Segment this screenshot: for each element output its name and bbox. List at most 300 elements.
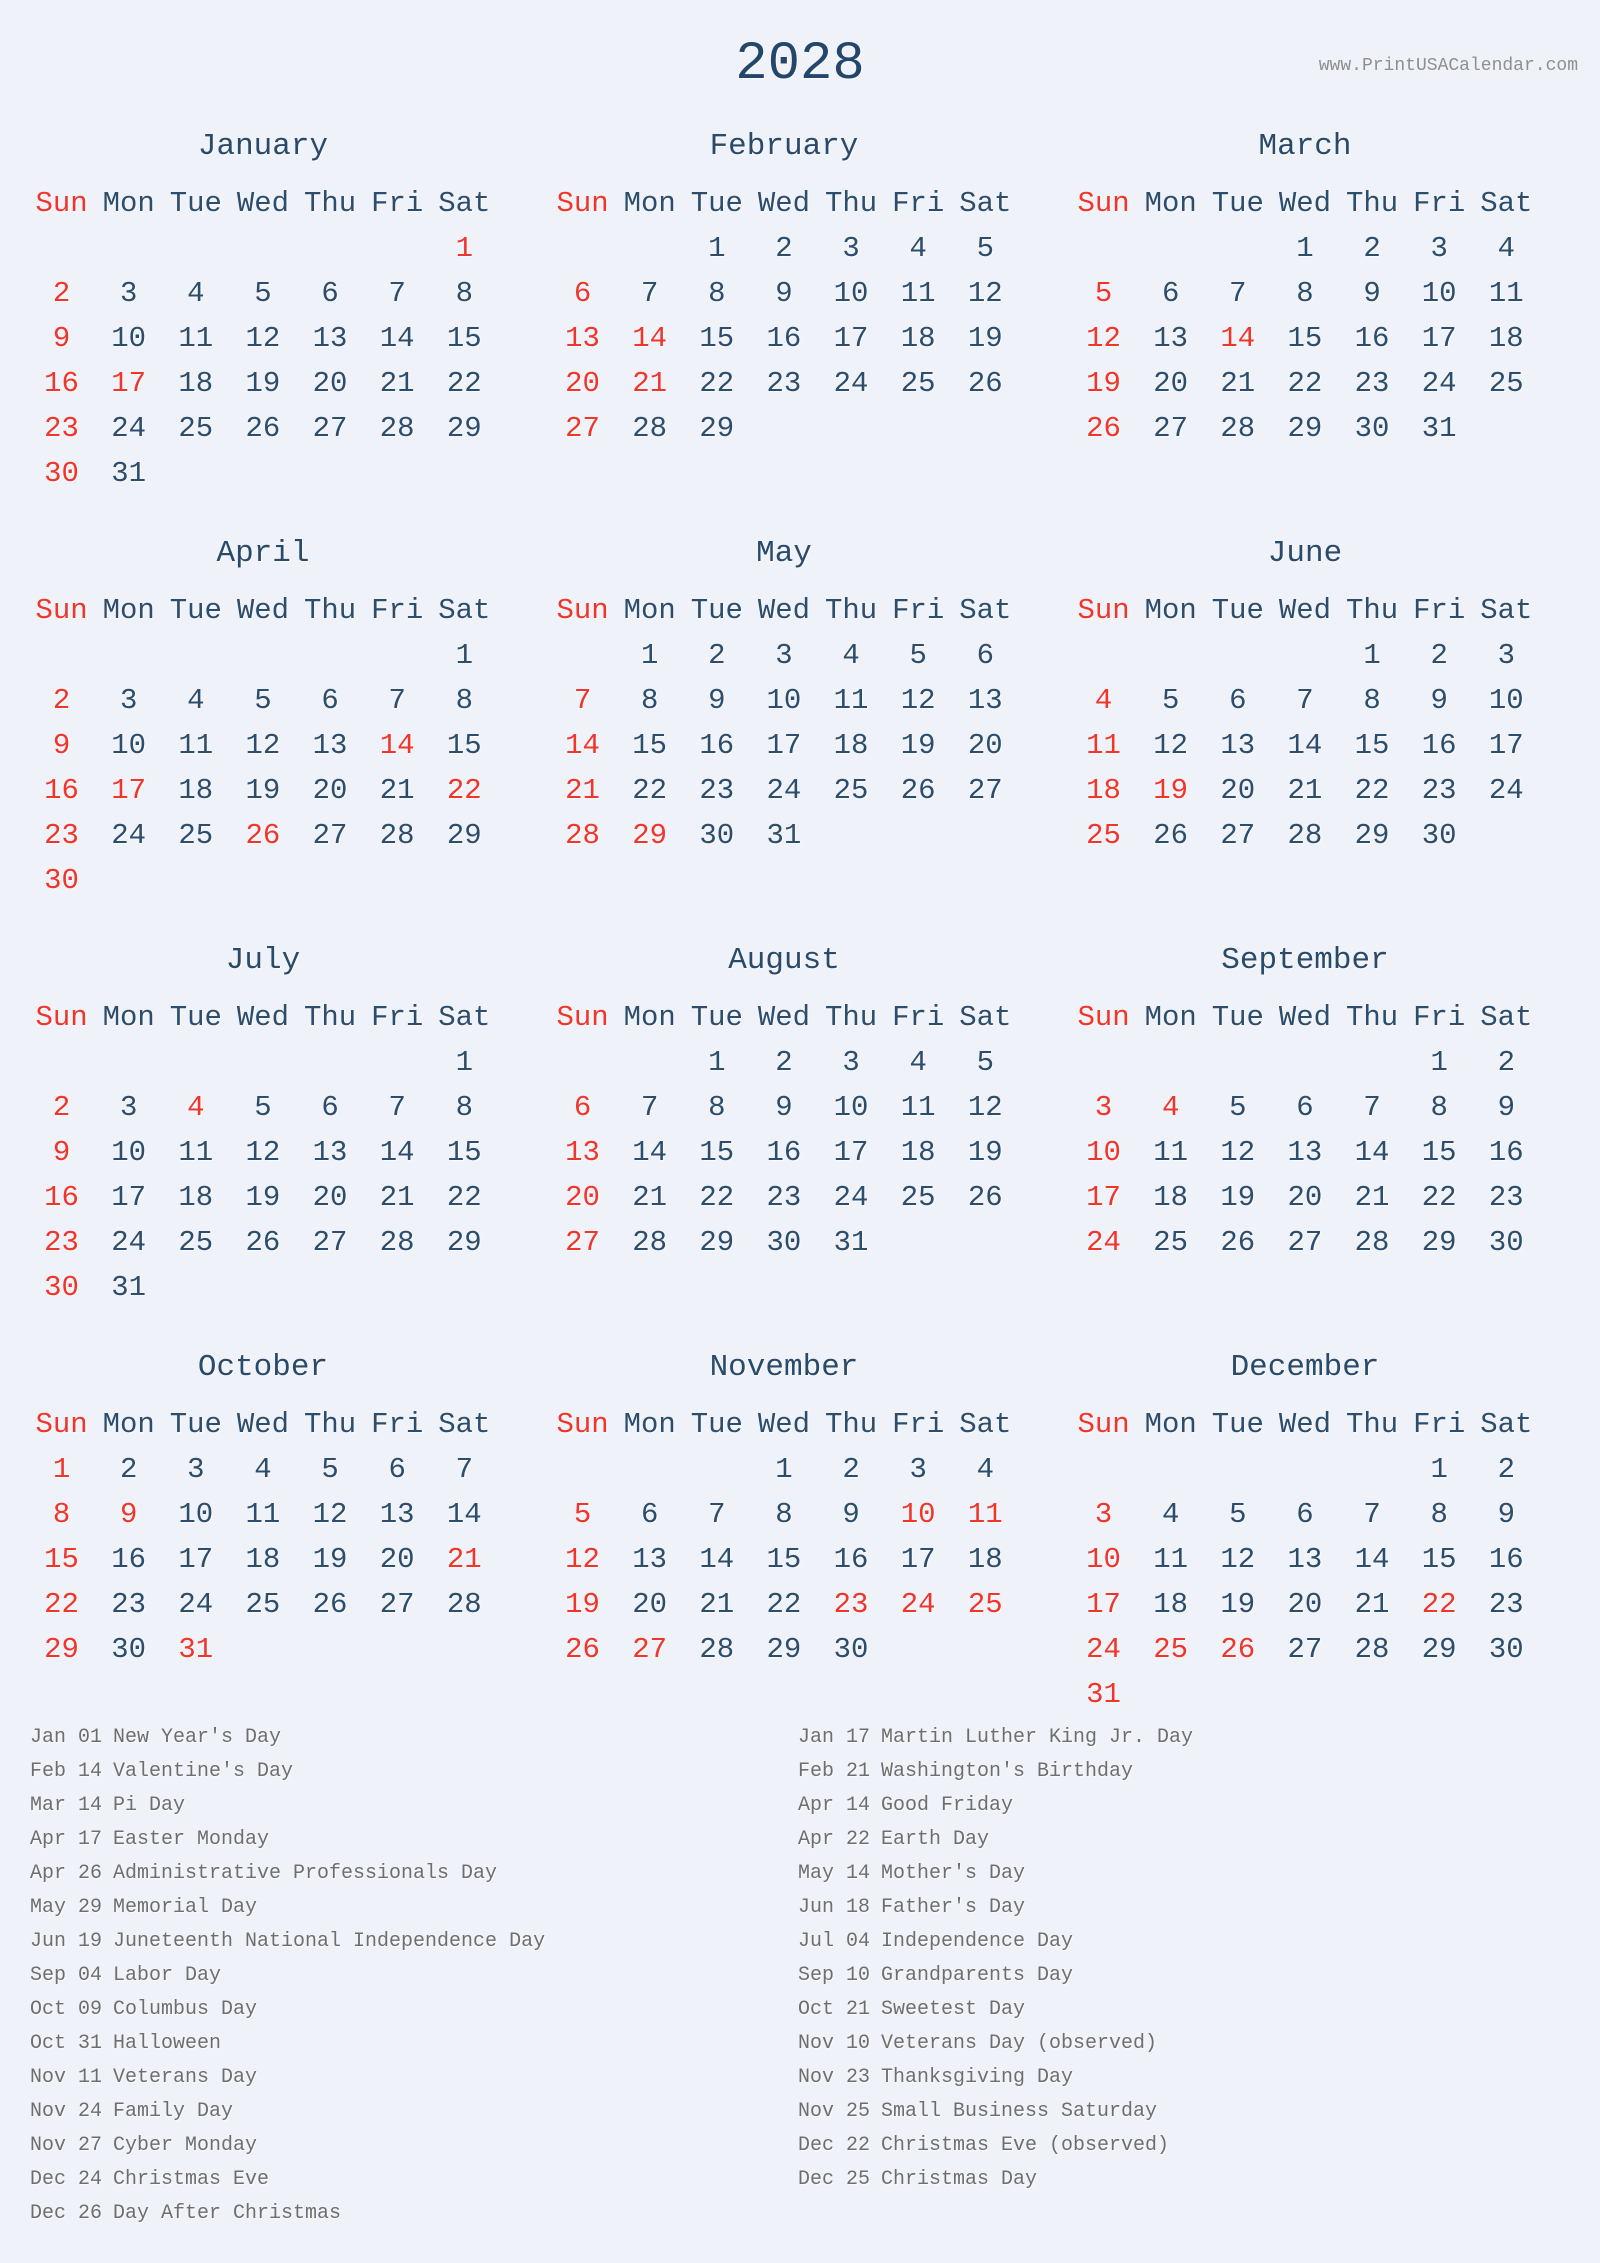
weekday-header-row <box>549 588 1019 633</box>
day-cell: 1 <box>1363 639 1381 672</box>
weekday-header: Mon <box>102 594 155 627</box>
day-cell: 23 <box>766 1181 802 1214</box>
day-cell: 21 <box>379 367 415 400</box>
day-cell: 30 <box>833 1633 869 1666</box>
day-cell: 20 <box>565 1181 600 1214</box>
day-cell: 20 <box>1287 1588 1323 1621</box>
day-cell: 21 <box>379 774 415 807</box>
weekday-header: Mon <box>1144 1001 1197 1034</box>
day-cell: 15 <box>1354 729 1390 762</box>
weekday-header: Sun <box>556 594 609 627</box>
day-cell: 6 <box>1229 684 1247 717</box>
weekday-header: Mon <box>1144 594 1197 627</box>
day-cell: 16 <box>1488 1136 1524 1169</box>
month-days <box>28 1447 498 1672</box>
day-cell: 4 <box>187 277 205 310</box>
empty-day-cell <box>616 1447 683 1492</box>
weekday-header: Wed <box>236 1001 290 1034</box>
empty-day-cell <box>1204 1447 1271 1492</box>
weekday-header: Fri <box>892 594 945 627</box>
day-cell: 8 <box>455 684 474 717</box>
month-title: December <box>1230 1350 1380 1385</box>
holiday-date: Jan 01 <box>30 1725 103 1749</box>
day-cell: 11 <box>245 1498 281 1531</box>
day-cell: 15 <box>446 1136 482 1169</box>
weekday-header-row <box>1070 181 1540 226</box>
day-cell: 14 <box>1354 1543 1390 1576</box>
empty-day-cell <box>1137 1447 1204 1492</box>
day-cell: 19 <box>245 774 281 807</box>
day-cell: 30 <box>1488 1633 1524 1666</box>
day-cell: 6 <box>640 1498 659 1531</box>
day-cell: 15 <box>699 1136 735 1169</box>
day-cell: 10 <box>1086 1543 1121 1576</box>
day-cell: 27 <box>1220 819 1256 852</box>
weekday-header-row <box>1070 588 1540 633</box>
day-cell: 4 <box>187 1091 205 1124</box>
day-cell: 11 <box>900 1091 936 1124</box>
day-cell: 28 <box>632 1226 668 1259</box>
day-cell: 19 <box>312 1543 348 1576</box>
day-cell: 31 <box>1086 1678 1121 1711</box>
day-cell: 17 <box>900 1543 936 1576</box>
day-cell: 26 <box>1086 412 1121 445</box>
weekday-header: Tue <box>1211 1408 1264 1441</box>
day-cell: 25 <box>1488 367 1524 400</box>
day-cell: 18 <box>1153 1588 1189 1621</box>
weekday-header: Wed <box>1278 1408 1332 1441</box>
day-cell: 7 <box>1229 277 1247 310</box>
day-cell: 7 <box>388 684 406 717</box>
day-cell: 22 <box>1354 774 1390 807</box>
month-title: November <box>709 1350 859 1385</box>
day-cell: 13 <box>632 1543 668 1576</box>
weekday-header: Tue <box>1211 187 1264 220</box>
day-cell: 15 <box>446 322 482 355</box>
day-cell: 2 <box>1363 232 1381 265</box>
day-cell: 26 <box>1153 819 1189 852</box>
day-cell: 7 <box>708 1498 726 1531</box>
weekday-header: Tue <box>169 1408 222 1441</box>
day-cell: 22 <box>44 1588 79 1621</box>
weekday-header: Sun <box>556 1001 609 1034</box>
day-cell: 11 <box>178 322 214 355</box>
day-cell: 2 <box>52 277 71 310</box>
day-cell: 9 <box>1430 684 1448 717</box>
weekday-header-row <box>549 181 1019 226</box>
holiday-item <box>798 1856 1193 1890</box>
day-cell: 28 <box>379 412 415 445</box>
holiday-date: Apr 17 <box>30 1827 103 1851</box>
day-cell: 24 <box>833 1181 869 1214</box>
day-cell: 2 <box>52 1091 71 1124</box>
day-cell: 10 <box>111 729 147 762</box>
month-february <box>549 127 1019 494</box>
day-cell: 28 <box>379 819 415 852</box>
day-cell: 25 <box>900 367 936 400</box>
holiday-date: Nov 23 <box>798 2065 871 2089</box>
weekday-header: Tue <box>690 1001 743 1034</box>
month-july <box>28 941 498 1308</box>
month-days <box>1070 1040 1540 1265</box>
day-cell: 28 <box>699 1633 735 1666</box>
day-cell: 27 <box>565 412 600 445</box>
holiday-item <box>30 1924 545 1958</box>
month-january <box>28 127 498 494</box>
weekday-header: Thu <box>1345 1001 1399 1034</box>
weekday-header: Thu <box>824 594 878 627</box>
day-cell: 2 <box>775 232 793 265</box>
day-cell: 17 <box>111 367 147 400</box>
day-cell: 27 <box>1153 412 1189 445</box>
weekday-header: Sun <box>35 594 88 627</box>
day-cell: 24 <box>1421 367 1457 400</box>
month-december <box>1070 1348 1540 1715</box>
month-june <box>1070 534 1540 901</box>
weekday-header-row <box>28 181 498 226</box>
day-cell: 6 <box>1296 1498 1314 1531</box>
day-cell: 25 <box>833 774 869 807</box>
holiday-date: Apr 22 <box>798 1827 871 1851</box>
calendar-months-grid <box>28 127 1540 1715</box>
weekday-header: Sat <box>1480 1001 1533 1034</box>
weekday-header: Mon <box>623 1408 676 1441</box>
holiday-date: Feb 14 <box>30 1759 103 1783</box>
weekday-header-row <box>28 1402 498 1447</box>
day-cell: 12 <box>1220 1543 1256 1576</box>
weekday-header: Sat <box>1480 594 1533 627</box>
day-cell: 24 <box>766 774 802 807</box>
weekday-header: Mon <box>1144 1408 1197 1441</box>
day-cell: 10 <box>833 277 869 310</box>
day-cell: 14 <box>446 1498 482 1531</box>
day-cell: 2 <box>775 1046 793 1079</box>
weekday-header: Sat <box>959 594 1012 627</box>
day-cell: 20 <box>312 367 348 400</box>
day-cell: 20 <box>565 367 600 400</box>
day-cell: 14 <box>1287 729 1323 762</box>
day-cell: 3 <box>119 277 138 310</box>
day-cell: 1 <box>1430 1453 1448 1486</box>
day-cell: 1 <box>640 639 659 672</box>
day-cell: 16 <box>44 1181 79 1214</box>
weekday-header: Thu <box>824 1001 878 1034</box>
day-cell: 12 <box>245 322 281 355</box>
day-cell: 7 <box>640 277 659 310</box>
day-cell: 3 <box>1094 1091 1113 1124</box>
day-cell: 30 <box>44 457 79 490</box>
weekday-header: Sun <box>35 1408 88 1441</box>
day-cell: 29 <box>699 1226 735 1259</box>
weekday-header-row <box>1070 995 1540 1040</box>
day-cell: 20 <box>379 1543 415 1576</box>
month-days <box>549 226 1019 451</box>
day-cell: 13 <box>1287 1136 1323 1169</box>
day-cell: 30 <box>44 864 79 897</box>
weekday-header-row <box>28 588 498 633</box>
holiday-name: New Year's Day <box>113 1725 282 1749</box>
weekday-header: Wed <box>236 594 290 627</box>
day-cell: 20 <box>312 1181 348 1214</box>
day-cell: 23 <box>766 367 802 400</box>
weekday-header: Sat <box>438 594 491 627</box>
day-cell: 12 <box>312 1498 348 1531</box>
day-cell: 10 <box>111 322 147 355</box>
day-cell: 10 <box>833 1091 869 1124</box>
day-cell: 19 <box>967 1136 1003 1169</box>
weekday-header: Mon <box>623 594 676 627</box>
day-cell: 8 <box>1363 684 1381 717</box>
day-cell: 22 <box>1421 1588 1457 1621</box>
day-cell: 8 <box>640 684 659 717</box>
weekday-header: Tue <box>1211 1001 1264 1034</box>
day-cell: 10 <box>900 1498 936 1531</box>
day-cell: 1 <box>52 1453 71 1486</box>
day-cell: 9 <box>775 277 793 310</box>
weekday-header: Thu <box>824 187 878 220</box>
day-cell: 11 <box>967 1498 1003 1531</box>
day-cell: 22 <box>699 1181 735 1214</box>
day-cell: 8 <box>1430 1091 1448 1124</box>
empty-day-cell <box>162 633 229 678</box>
day-cell: 26 <box>312 1588 348 1621</box>
day-cell: 24 <box>1086 1226 1121 1259</box>
holiday-item <box>798 2060 1193 2094</box>
day-cell: 1 <box>708 1046 726 1079</box>
day-cell: 5 <box>254 277 272 310</box>
day-cell: 27 <box>565 1226 600 1259</box>
day-cell: 25 <box>900 1181 936 1214</box>
empty-day-cell <box>28 1040 95 1085</box>
day-cell: 18 <box>1488 322 1524 355</box>
day-cell: 28 <box>446 1588 482 1621</box>
day-cell: 6 <box>573 277 592 310</box>
holiday-name: Martin Luther King Jr. Day <box>881 1725 1194 1749</box>
day-cell: 7 <box>455 1453 474 1486</box>
day-cell: 21 <box>632 1181 668 1214</box>
holiday-name: Father's Day <box>881 1895 1026 1919</box>
day-cell: 14 <box>1220 322 1256 355</box>
month-days <box>1070 1447 1540 1717</box>
weekday-header: Thu <box>303 187 357 220</box>
day-cell: 16 <box>111 1543 147 1576</box>
weekday-header: Mon <box>623 187 676 220</box>
day-cell: 17 <box>111 1181 147 1214</box>
day-cell: 13 <box>1220 729 1256 762</box>
month-april <box>28 534 498 901</box>
day-cell: 14 <box>632 322 668 355</box>
day-cell: 5 <box>573 1498 592 1531</box>
weekday-header: Sun <box>35 187 88 220</box>
day-cell: 30 <box>111 1633 147 1666</box>
day-cell: 3 <box>842 1046 860 1079</box>
day-cell: 9 <box>52 322 71 355</box>
weekday-header: Tue <box>169 1001 222 1034</box>
holiday-item <box>30 1890 545 1924</box>
day-cell: 20 <box>632 1588 668 1621</box>
day-cell: 25 <box>178 819 214 852</box>
empty-day-cell <box>1137 1040 1204 1085</box>
weekday-header: Fri <box>892 1001 945 1034</box>
day-cell: 21 <box>699 1588 735 1621</box>
weekday-header: Wed <box>236 1408 290 1441</box>
month-title: September <box>1221 943 1389 978</box>
weekday-header: Fri <box>371 1408 424 1441</box>
day-cell: 8 <box>775 1498 793 1531</box>
day-cell: 13 <box>312 729 348 762</box>
day-cell: 25 <box>178 412 214 445</box>
empty-day-cell <box>297 633 364 678</box>
day-cell: 5 <box>1229 1091 1247 1124</box>
day-cell: 3 <box>909 1453 927 1486</box>
weekday-header-row <box>28 995 498 1040</box>
holiday-name: Easter Monday <box>113 1827 270 1851</box>
holiday-item <box>798 1924 1193 1958</box>
holiday-name: Thanksgiving Day <box>881 2065 1074 2089</box>
empty-day-cell <box>1070 1040 1137 1085</box>
weekday-header: Fri <box>371 187 424 220</box>
day-cell: 4 <box>254 1453 272 1486</box>
day-cell: 12 <box>967 277 1003 310</box>
day-cell: 12 <box>565 1543 600 1576</box>
empty-day-cell <box>28 226 95 271</box>
day-cell: 15 <box>1287 322 1323 355</box>
day-cell: 30 <box>1354 412 1390 445</box>
day-cell: 18 <box>245 1543 281 1576</box>
holiday-date: Feb 21 <box>798 1759 871 1783</box>
day-cell: 10 <box>178 1498 214 1531</box>
day-cell: 1 <box>1430 1046 1448 1079</box>
day-cell: 28 <box>1287 819 1323 852</box>
day-cell: 2 <box>1497 1453 1516 1486</box>
day-cell: 26 <box>245 412 281 445</box>
holiday-item <box>30 2196 545 2230</box>
day-cell: 3 <box>1430 232 1448 265</box>
day-cell: 21 <box>446 1543 482 1576</box>
empty-day-cell <box>1271 1447 1338 1492</box>
day-cell: 19 <box>1220 1181 1256 1214</box>
day-cell: 12 <box>245 1136 281 1169</box>
day-cell: 18 <box>900 1136 936 1169</box>
empty-day-cell <box>364 226 431 271</box>
holiday-date: Sep 04 <box>30 1963 103 1987</box>
empty-day-cell <box>1070 633 1137 678</box>
holiday-date: May 14 <box>798 1861 871 1885</box>
day-cell: 26 <box>1220 1226 1256 1259</box>
empty-day-cell <box>364 633 431 678</box>
holiday-date: Dec 25 <box>798 2167 871 2191</box>
weekday-header: Sun <box>1077 1408 1130 1441</box>
holiday-name: Cyber Monday <box>113 2133 258 2157</box>
day-cell: 19 <box>1086 367 1121 400</box>
holiday-item <box>30 1992 545 2026</box>
day-cell: 29 <box>446 412 482 445</box>
day-cell: 22 <box>766 1588 802 1621</box>
weekday-header: Thu <box>1345 187 1399 220</box>
weekday-header: Sat <box>959 1408 1012 1441</box>
holiday-name: Veterans Day (observed) <box>881 2031 1158 2055</box>
day-cell: 15 <box>44 1543 79 1576</box>
day-cell: 27 <box>312 819 348 852</box>
empty-day-cell <box>1070 1447 1137 1492</box>
day-cell: 2 <box>1497 1046 1516 1079</box>
day-cell: 16 <box>1354 322 1390 355</box>
empty-day-cell <box>364 1040 431 1085</box>
day-cell: 31 <box>1421 412 1457 445</box>
holiday-name: Good Friday <box>881 1793 1014 1817</box>
day-cell: 25 <box>967 1588 1003 1621</box>
day-cell: 1 <box>455 232 474 265</box>
day-cell: 3 <box>119 1091 138 1124</box>
day-cell: 9 <box>1497 1091 1516 1124</box>
day-cell: 23 <box>44 1226 79 1259</box>
holiday-name: Christmas Day <box>881 2167 1038 2191</box>
weekday-header: Mon <box>102 187 155 220</box>
weekday-header: Sun <box>1077 187 1130 220</box>
holiday-name: Independence Day <box>881 1929 1074 1953</box>
day-cell: 25 <box>1153 1633 1189 1666</box>
day-cell: 17 <box>178 1543 214 1576</box>
day-cell: 30 <box>1421 819 1457 852</box>
month-days <box>549 633 1019 858</box>
holiday-item <box>30 1754 545 1788</box>
empty-day-cell <box>1339 1040 1406 1085</box>
day-cell: 23 <box>1421 774 1457 807</box>
day-cell: 26 <box>967 1181 1003 1214</box>
day-cell: 28 <box>1220 412 1256 445</box>
empty-day-cell <box>1271 1040 1338 1085</box>
day-cell: 9 <box>119 1498 138 1531</box>
day-cell: 17 <box>833 322 869 355</box>
day-cell: 11 <box>1153 1543 1189 1576</box>
weekday-header: Thu <box>303 1001 357 1034</box>
holiday-date: May 29 <box>30 1895 103 1919</box>
day-cell: 8 <box>708 277 726 310</box>
day-cell: 16 <box>1488 1543 1524 1576</box>
month-title: August <box>728 943 840 978</box>
empty-day-cell <box>616 226 683 271</box>
day-cell: 5 <box>1094 277 1113 310</box>
weekday-header: Tue <box>169 594 222 627</box>
day-cell: 30 <box>699 819 735 852</box>
weekday-header: Wed <box>757 594 811 627</box>
month-title: June <box>1267 536 1343 571</box>
weekday-header: Fri <box>1413 1408 1466 1441</box>
holiday-item <box>30 2094 545 2128</box>
weekday-header: Wed <box>757 1001 811 1034</box>
day-cell: 11 <box>178 729 214 762</box>
day-cell: 8 <box>708 1091 726 1124</box>
empty-day-cell <box>28 633 95 678</box>
day-cell: 23 <box>833 1588 869 1621</box>
holiday-item <box>30 1856 545 1890</box>
weekday-header: Wed <box>1278 187 1332 220</box>
day-cell: 29 <box>699 412 735 445</box>
holiday-name: Washington's Birthday <box>881 1759 1134 1783</box>
day-cell: 16 <box>1421 729 1457 762</box>
day-cell: 24 <box>111 819 147 852</box>
day-cell: 18 <box>1086 774 1121 807</box>
day-cell: 1 <box>1296 232 1314 265</box>
day-cell: 28 <box>1354 1226 1390 1259</box>
day-cell: 24 <box>833 367 869 400</box>
day-cell: 28 <box>565 819 600 852</box>
weekday-header: Sun <box>35 1001 88 1034</box>
weekday-header: Fri <box>892 1408 945 1441</box>
empty-day-cell <box>616 1040 683 1085</box>
day-cell: 10 <box>766 684 802 717</box>
weekday-header: Sat <box>959 187 1012 220</box>
